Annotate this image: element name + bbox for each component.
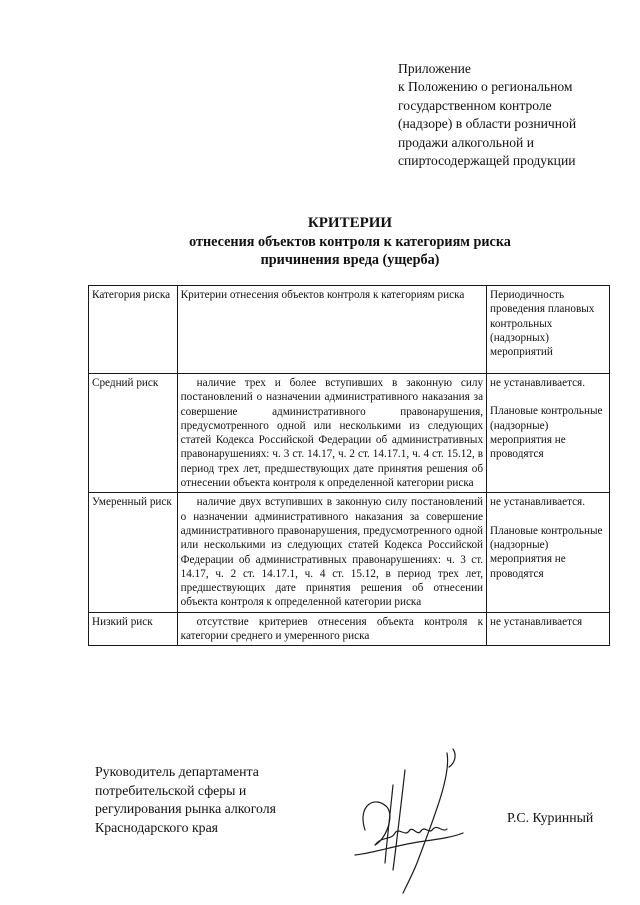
- appendix-line: к Положению о региональном: [398, 79, 573, 95]
- appendix-line: спиртосодержащей продукции: [398, 153, 576, 169]
- row-criteria: наличие двух вступивших в законную силу постановлений о назначении административного наказания за совершение административного правонарушения, предусмотренного одной или несколькими из следующих статей Кодекса Российской Федерации об административных правонарушениях: ч. 3 ст. 14.17, ч. 2 ст. 14.17.1, ч. 4 ст. 15.12, в период трех лет, предшествующих дате принятия решения об отнесении объекта контроля к определенной категории риска: [180, 496, 484, 609]
- row-criteria: отсутствие критериев отнесения объекта контроля к категории среднего и умеренного риска: [180, 615, 484, 643]
- row-criteria-cell: [177, 374, 486, 493]
- row-criteria-cell: [177, 493, 486, 612]
- row-criteria: наличие трех и более вступивших в законную силу постановлений о назначении административного наказания за совершение административного правонарушения, предусмотренного одной или несколькими из следующих статей Кодекса Российской Федерации об административных правонарушениях: ч. 3 ст. 14.17, ч. 2 ст. 14.17.1, ч. 4 ст. 15.12, в период трех лет, предшествующих дате принятия решения об отнесении объекта контроля к определенной категории риска: [180, 377, 484, 490]
- header-criteria: Критерии отнесения объектов контроля к категориям риска: [177, 286, 486, 374]
- row-periodicity-cell: [487, 612, 610, 646]
- row-periodicity-cell: [487, 374, 610, 493]
- row-category: Средний риск: [89, 374, 178, 493]
- appendix-block: [398, 60, 633, 170]
- appendix-line: (надзоре) в области розничной: [398, 116, 577, 132]
- position-line: потребительской сферы и: [95, 782, 247, 798]
- row-periodicity-line2: Плановые контрольные (надзорные) мероприятия не проводятся: [490, 524, 603, 580]
- signer-name: Р.С. Куринный: [507, 810, 594, 825]
- handwritten-signature: [335, 745, 485, 895]
- header-category: Категория риска: [89, 286, 178, 374]
- header-periodicity: Периодичность проведения плановых контрольных (надзорных) мероприятий: [487, 286, 610, 374]
- appendix-line: продажи алкогольной и: [398, 134, 534, 150]
- row-category: Умеренный риск: [89, 493, 178, 612]
- appendix-line: государственном контроле: [398, 97, 552, 113]
- signatory-position: [95, 763, 335, 837]
- title-main: КРИТЕРИИ: [307, 215, 393, 231]
- risk-criteria-table: [88, 285, 610, 646]
- table-row: [89, 612, 610, 646]
- table-row: [89, 493, 610, 612]
- row-periodicity-line2: Плановые контрольные (надзорные) мероприятия не проводятся: [490, 405, 603, 461]
- position-line: Руководитель департамента: [95, 764, 259, 779]
- table-row: [89, 374, 610, 493]
- table-header-row: [89, 286, 610, 374]
- row-periodicity-cell: [487, 493, 610, 612]
- position-line: Краснодарского края: [95, 819, 219, 835]
- position-line: регулирования рынка алкоголя: [95, 801, 276, 817]
- row-criteria-cell: [177, 612, 486, 646]
- row-periodicity-line1: не устанавливается: [490, 615, 583, 628]
- row-category: Низкий риск: [89, 612, 178, 646]
- appendix-line: Приложение: [398, 61, 471, 76]
- title-subtitle-line2: причинения вреда (ущерба): [260, 252, 440, 268]
- document-title: [150, 214, 550, 270]
- row-periodicity-line1: не устанавливается.: [490, 377, 586, 389]
- title-subtitle-line1: отнесения объектов контроля к категориям риска: [189, 233, 511, 250]
- row-periodicity-line1: не устанавливается.: [490, 496, 586, 509]
